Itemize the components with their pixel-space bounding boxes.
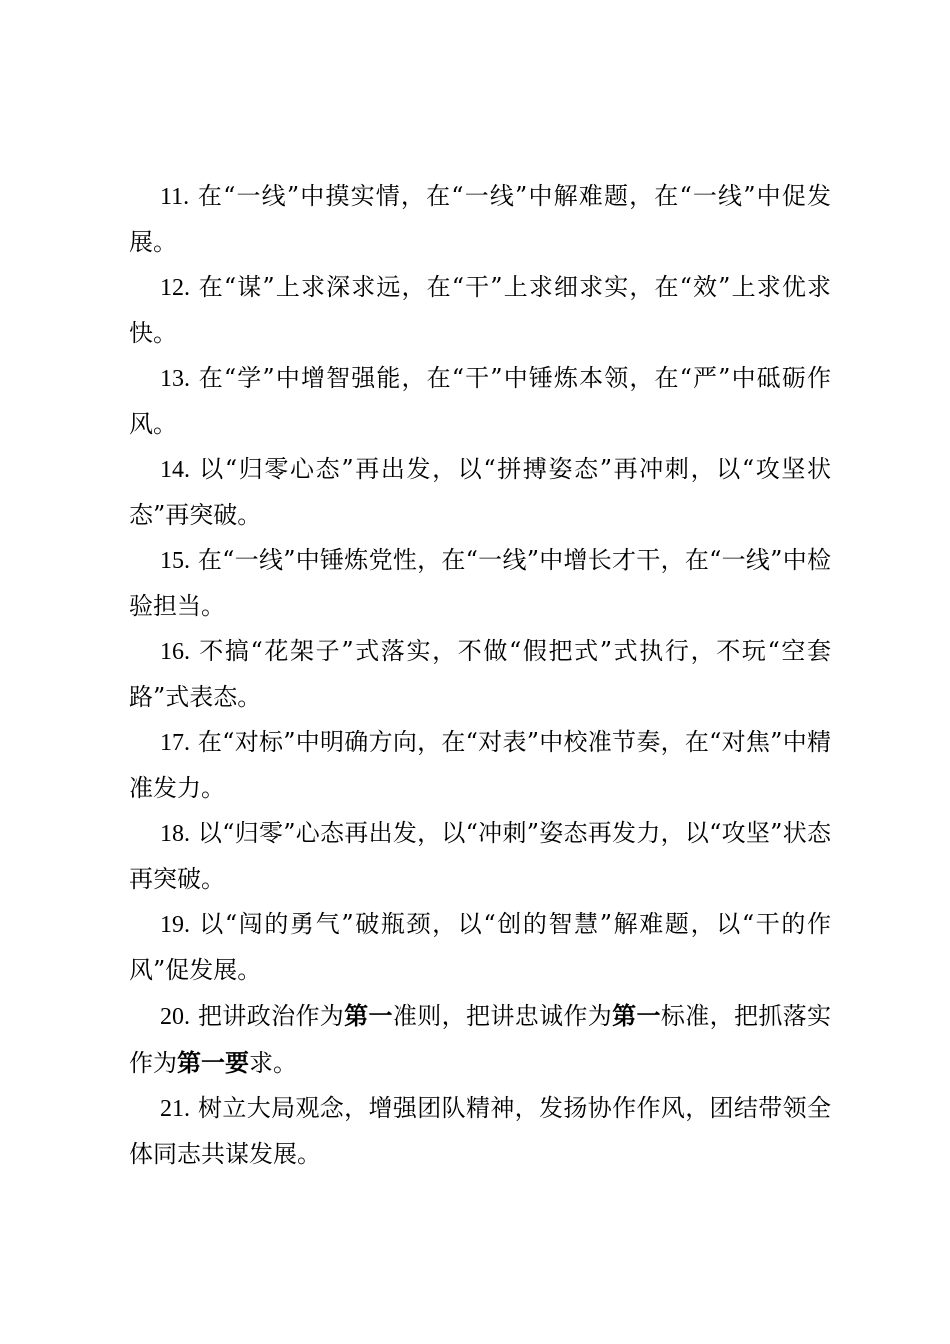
item-text: 在“一线”中摸实情，在“一线”中解难题，在“一线”中促发展。 [129,182,831,256]
item-text: 在“对标”中明确方向，在“对表”中校准节奏，在“对焦”中精准发力。 [129,728,831,802]
list-item [129,356,831,447]
item-text: 在“谋”上求深求远，在“干”上求细求实，在“效”上求优求快。 [129,273,831,347]
item-number: 14. [160,457,190,483]
item-number: 19. [160,912,190,938]
item-number: 20. [160,1004,190,1030]
item-text-part: 准则，把讲忠诚作为 [392,1002,613,1030]
item-text: 以“归零”心态再出发，以“冲刺”姿态再发力，以“攻坚”状态再突破。 [129,819,831,893]
item-text: 不搞“花架子”式落实，不做“假把式”式执行，不玩“空套路”式表态。 [129,637,831,711]
item-text-part: 标准，把抓落实作为 [129,1002,832,1077]
item-text-bold: 第一 [344,1001,393,1030]
item-number: 21. [160,1096,190,1122]
item-number: 16. [160,639,190,665]
list-item [129,265,831,356]
list-item [129,447,831,538]
item-text: 以“闯的勇气”破瓶颈，以“创的智慧”解难题，以“干的作风”促发展。 [129,910,831,984]
item-text-bold: 第一要 [177,1048,249,1077]
item-number: 15. [160,548,190,574]
list-item [129,993,831,1086]
item-number: 12. [160,275,190,301]
item-text-part: 把讲政治作为 [198,1002,345,1030]
item-number: 13. [160,366,190,392]
item-number: 17. [160,730,190,756]
list-item [129,629,831,720]
list-item [129,720,831,811]
item-text: 在“一线”中锤炼党性，在“一线”中增长才干，在“一线”中检验担当。 [129,546,831,620]
list-item [129,811,831,902]
item-text: 在“学”中增智强能，在“干”中锤炼本领，在“严”中砥砺作风。 [129,364,831,438]
item-text: 以“归零心态”再出发，以“拼搏姿态”再冲刺，以“攻坚状态”再突破。 [129,455,831,529]
item-text: 树立大局观念，增强团队精神，发扬协作作风，团结带领全体同志共谋发展。 [129,1094,831,1168]
item-text-bold: 第一 [612,1001,661,1030]
item-text-part: 求。 [249,1049,297,1077]
item-number: 18. [160,821,190,847]
list-item [129,1086,831,1177]
list-item [129,902,831,993]
list-item [129,174,831,265]
document-body [129,174,831,1177]
item-number: 11. [160,184,190,210]
list-item [129,538,831,629]
